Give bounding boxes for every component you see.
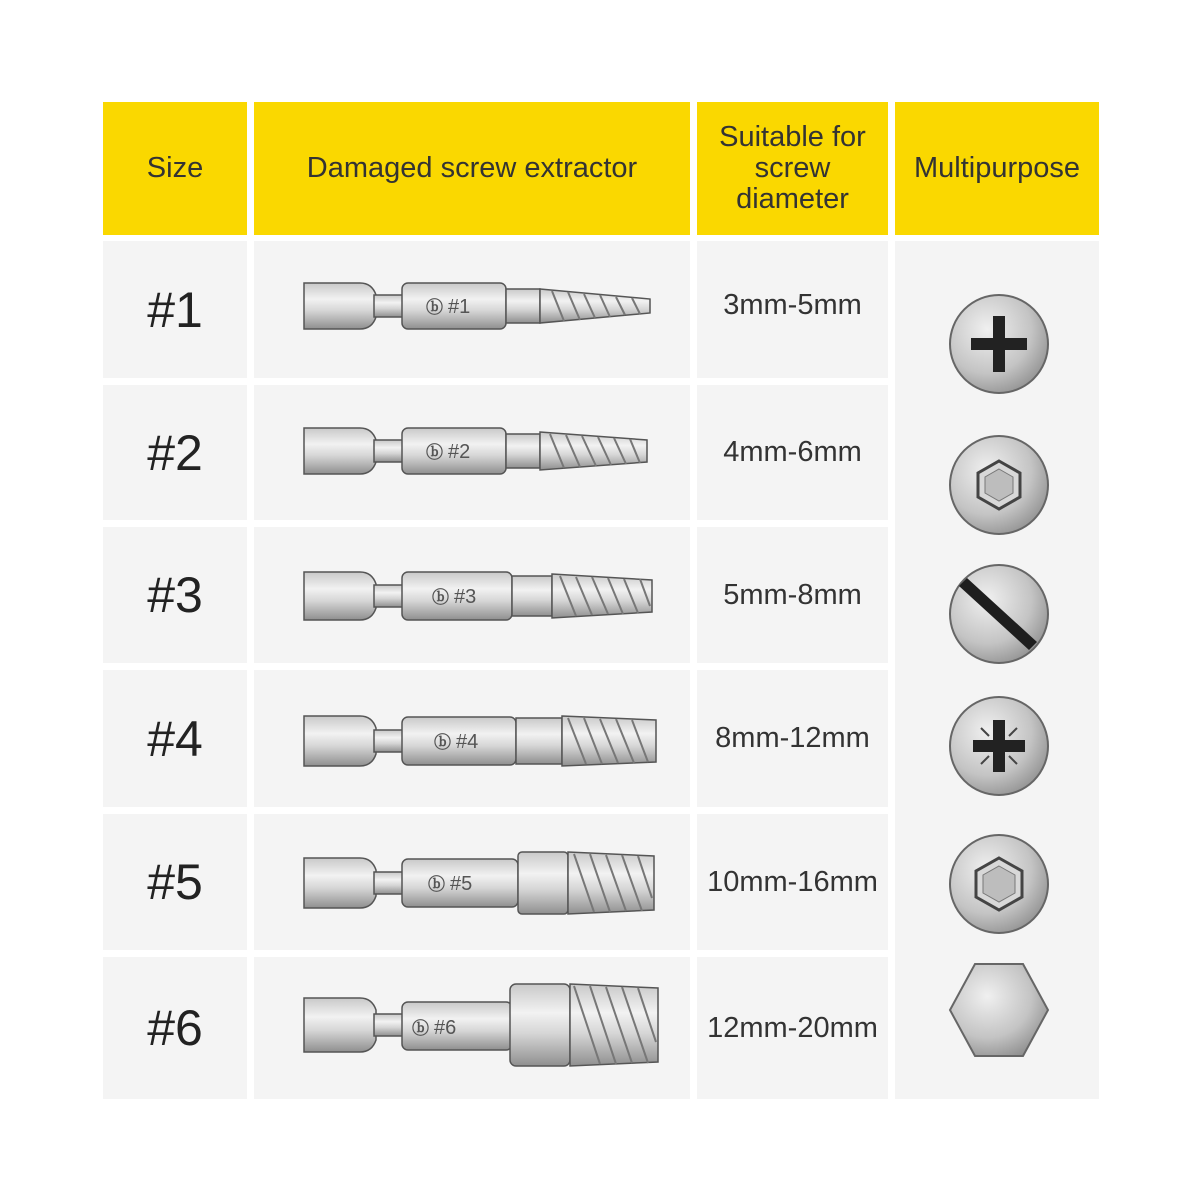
- header-size-label: Size: [146, 152, 204, 184]
- extractor-bit-1: [302, 275, 652, 337]
- bit-label: #3: [454, 586, 477, 608]
- diameter-label: 8mm-12mm: [715, 722, 870, 754]
- header-extractor: [254, 102, 690, 235]
- slotted-screw-icon: [947, 562, 1051, 666]
- diameter-cell: [697, 385, 888, 520]
- diameter-cell: [697, 241, 888, 378]
- bit-label: #6: [434, 1017, 457, 1039]
- size-cell: [103, 670, 247, 807]
- diameter-cell: [697, 670, 888, 807]
- header-size: [103, 102, 247, 235]
- header-extractor-label: Damaged screw extractor: [306, 152, 638, 184]
- svg-text:ⓑ: ⓑ: [426, 443, 443, 462]
- pozidriv-screw-icon: [947, 694, 1051, 798]
- extractor-bit-2: [302, 420, 652, 482]
- svg-text:ⓑ: ⓑ: [426, 298, 443, 317]
- svg-text:ⓑ: ⓑ: [428, 875, 445, 894]
- size-cell: [103, 527, 247, 663]
- size-cell: [103, 385, 247, 520]
- size-cell: [103, 241, 247, 378]
- size-label: #4: [147, 710, 203, 767]
- size-label: #2: [147, 424, 203, 481]
- bit-label: #5: [450, 873, 473, 895]
- diameter-label: 4mm-6mm: [723, 436, 862, 468]
- header-diameter-line2: screw: [754, 152, 831, 184]
- header-multipurpose: [895, 102, 1099, 235]
- phillips-screw-icon: [947, 292, 1051, 396]
- svg-text:ⓑ: ⓑ: [434, 733, 451, 752]
- hex-socket-screw-icon: [947, 832, 1051, 936]
- size-label: #3: [147, 567, 203, 623]
- extractor-bit-5: [302, 848, 658, 918]
- header-multipurpose-label: Multipurpose: [913, 152, 1081, 184]
- diameter-label: 3mm-5mm: [723, 289, 862, 321]
- bit-label: #1: [448, 296, 471, 318]
- header-diameter-line3: diameter: [736, 183, 849, 215]
- svg-text:ⓑ: ⓑ: [412, 1019, 429, 1038]
- diameter-label: 12mm-20mm: [707, 1011, 878, 1044]
- diameter-cell: [697, 527, 888, 663]
- size-label: #5: [147, 854, 203, 910]
- hex-socket-screw-icon: [947, 433, 1051, 537]
- diameter-cell: [697, 814, 888, 950]
- hex-bolt-icon: [947, 962, 1051, 1058]
- extractor-bit-4: [302, 708, 660, 774]
- size-label: #6: [147, 1000, 203, 1056]
- diameter-label: 10mm-16mm: [707, 865, 878, 898]
- extractor-bit-6: [302, 982, 662, 1068]
- svg-text:ⓑ: ⓑ: [432, 588, 449, 607]
- header-diameter: [697, 102, 888, 235]
- size-cell: [103, 814, 247, 950]
- diameter-cell: [697, 957, 888, 1099]
- size-cell: [103, 957, 247, 1099]
- bit-label: #4: [456, 731, 479, 753]
- header-diameter-line1: Suitable for: [719, 121, 866, 153]
- extractor-bit-3: [302, 564, 656, 628]
- bit-label: #2: [448, 441, 471, 463]
- size-label: #1: [147, 281, 203, 338]
- diameter-label: 5mm-8mm: [723, 578, 862, 611]
